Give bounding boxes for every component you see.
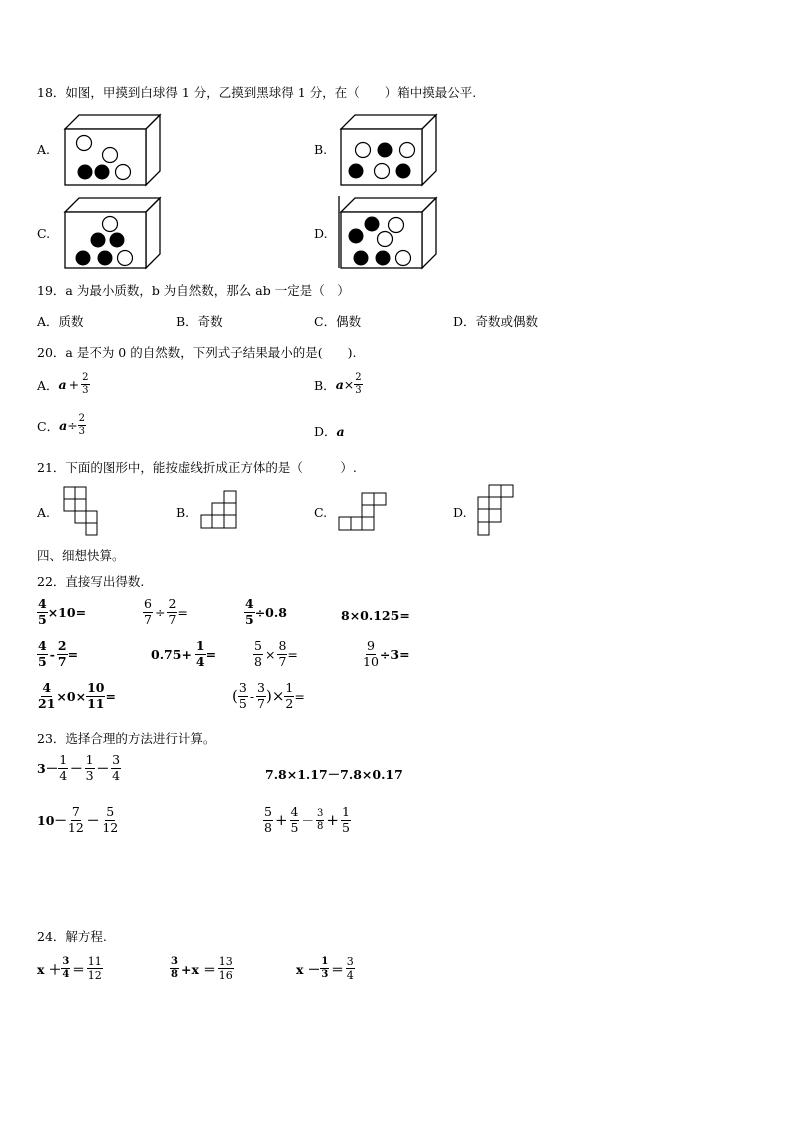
fraction: $\frac{3}{4}$: [62, 956, 70, 980]
fraction: $\frac{5}{12}$: [102, 804, 119, 835]
q20-var: a: [336, 423, 345, 439]
q19-option-b[interactable]: B．奇数: [176, 314, 223, 329]
q21-net-b[interactable]: [200, 490, 240, 532]
q24-eq-2: $\frac{3}{8}$ +x ＝ $\frac{13}{16}$: [171, 955, 233, 982]
q22-r2-a: $\frac{4}{5}$ - $\frac{2}{7}$ =: [38, 638, 79, 669]
q19-option-d[interactable]: D．奇数或偶数: [453, 314, 539, 329]
q20-option-c-label: C．: [37, 418, 60, 434]
q22-r2-c: $\frac{5}{8}$ × $\frac{8}{7}$ =: [254, 638, 298, 669]
fraction: $\frac{3}{4}$: [346, 955, 354, 982]
q21-option-a-label[interactable]: A.: [37, 505, 51, 520]
fraction: $\frac{3}{8}$: [317, 807, 324, 832]
fraction: $\frac{3}{5}$: [238, 680, 247, 711]
fraction: $\frac{3}{8}$: [171, 956, 178, 980]
q22-r3-a: $\frac{4}{21}$ ×0× $\frac{10}{11}$ =: [38, 680, 116, 711]
fraction: $\frac{4}{5}$: [38, 638, 47, 669]
q22-r1-a: $\frac{4}{5}$ ×10=: [38, 596, 87, 627]
q21-net-a[interactable]: [63, 486, 103, 540]
fraction: $\frac{4}{5}$: [38, 596, 47, 627]
fraction: $\frac{11}{12}$: [87, 955, 102, 982]
q22-r2-b: 0.75+ $\frac{1}{4}$ =: [151, 638, 217, 669]
q21-net-d[interactable]: [477, 484, 517, 540]
q21-option-d-label[interactable]: D.: [453, 505, 467, 520]
fraction: $\frac{3}{4}$: [112, 752, 121, 783]
q20-option-b-label: B．: [314, 377, 336, 393]
q20-option-c[interactable]: [37, 414, 86, 437]
q18-box-b[interactable]: [339, 113, 439, 187]
fraction: $\frac{6}{7}$: [144, 596, 152, 627]
q21-stem: 21．下面的图形中，能按虚线折成正方体的是（ ）.: [37, 460, 357, 475]
q19-option-a[interactable]: A．质数: [37, 314, 84, 329]
fraction: $\frac{10}{11}$: [87, 680, 105, 711]
fraction: $\frac{9}{10}$: [363, 638, 379, 669]
q20-op-divide: ÷: [67, 418, 78, 433]
q21-net-c[interactable]: [338, 492, 394, 534]
fraction: $\frac{2}{7}$: [168, 596, 177, 627]
q21-option-b-label[interactable]: B.: [176, 505, 190, 520]
fraction: $\frac{1}{4}$: [195, 638, 205, 669]
fraction: $\frac{1}{4}$: [59, 752, 68, 783]
q22-r3-b: ( $\frac{3}{5}$ - $\frac{3}{7}$ )× $\frac{1}{2}$ =: [232, 680, 305, 711]
q20-option-a[interactable]: [37, 373, 90, 396]
q18-stem: 18．如图，甲摸到白球得 1 分，乙摸到黑球得 1 分，在（ ）箱中摸最公平.: [37, 85, 477, 100]
q18-box-c[interactable]: [63, 196, 163, 270]
q23-expr-2: 7.8×1.17－7.8×0.17: [265, 767, 403, 782]
q24-eq-3: x － $\frac{1}{3}$ ＝ $\frac{3}{4}$: [296, 955, 354, 982]
fraction: $\frac{4}{21}$: [38, 680, 56, 711]
section-4-heading: 四、细想快算。: [37, 548, 125, 563]
q20-stem: 20．a 是不为 0 的自然数，下列式子结果最小的是( ).: [37, 345, 357, 360]
q23-expr-1: 3－ $\frac{1}{4}$ － $\frac{1}{3}$ － $\frac{3}{4}$: [37, 752, 121, 783]
q20-option-a-label: A．: [37, 377, 59, 393]
fraction: $\frac{5}{8}$: [254, 638, 262, 669]
q18-option-a-label[interactable]: A.: [37, 142, 51, 157]
q24-eq-1: x ＋ $\frac{3}{4}$ ＝ $\frac{11}{12}$: [37, 955, 102, 982]
q22-r1-b: $\frac{6}{7}$ ÷ $\frac{2}{7}$ =: [144, 596, 188, 627]
q22-r1-c: $\frac{4}{5}$ ÷0.8: [245, 596, 287, 627]
fraction: $\frac{1}{5}$: [341, 804, 350, 835]
q20-op-plus: +: [68, 377, 80, 392]
q20-option-d-label: D．: [314, 424, 337, 439]
fraction: $\frac{8}{7}$: [278, 638, 287, 669]
fraction: $\frac{2}{3}$: [82, 372, 89, 396]
fraction: $\frac{3}{7}$: [257, 680, 265, 711]
q20-option-d[interactable]: [314, 422, 345, 440]
q18-box-a[interactable]: [63, 113, 163, 187]
q18-box-d[interactable]: [339, 196, 439, 270]
q18-option-c-label[interactable]: C.: [37, 226, 51, 241]
q19-option-c[interactable]: C．偶数: [314, 314, 362, 329]
q18-option-b-label[interactable]: B.: [314, 142, 328, 157]
q23-expr-4: $\frac{5}{8}$ + $\frac{4}{5}$ － $\frac{3}{8}$ + $\frac{1}{5}$: [264, 804, 350, 835]
q23-expr-3: 10－ $\frac{7}{12}$ － $\frac{5}{12}$: [37, 804, 119, 835]
q20-op-times: ×: [343, 377, 355, 392]
q20-var: a: [59, 418, 68, 433]
q20-var: a: [335, 377, 344, 392]
fraction: $\frac{5}{8}$: [264, 804, 272, 835]
q22-r2-d: $\frac{9}{10}$ ÷3=: [363, 638, 410, 669]
fraction: $\frac{1}{3}$: [321, 956, 329, 980]
q18-option-d-label[interactable]: D.: [314, 226, 328, 241]
fraction: $\frac{2}{3}$: [78, 413, 86, 437]
q20-var: a: [58, 377, 67, 392]
q21-option-c-label[interactable]: C.: [314, 505, 328, 520]
fraction: $\frac{13}{16}$: [218, 955, 233, 982]
q22-stem: 22．直接写出得数.: [37, 574, 145, 589]
fraction: $\frac{2}{3}$: [355, 372, 362, 396]
fraction: $\frac{4}{5}$: [290, 804, 299, 835]
fraction: $\frac{7}{12}$: [67, 804, 84, 835]
q20-option-b[interactable]: [314, 373, 363, 396]
fraction: $\frac{2}{7}$: [57, 638, 67, 669]
fraction: $\frac{1}{3}$: [85, 752, 94, 783]
fraction: $\frac{4}{5}$: [245, 596, 254, 627]
q24-stem: 24．解方程.: [37, 929, 107, 944]
q22-r1-d: 8×0.125=: [341, 608, 410, 623]
q19-stem: 19．a 为最小质数，b 为自然数，那么 ab 一定是（ ）: [37, 283, 350, 298]
q23-stem: 23．选择合理的方法进行计算。: [37, 731, 216, 746]
fraction: $\frac{1}{2}$: [285, 680, 294, 711]
